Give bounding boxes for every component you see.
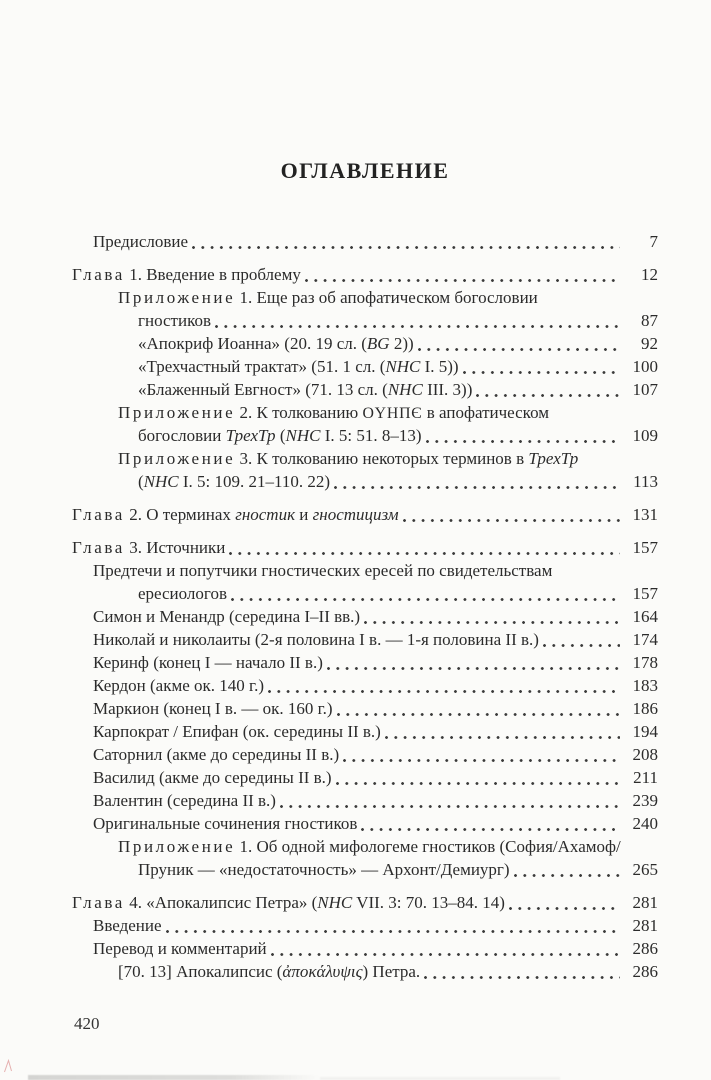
toc-page-number: 174 (632, 630, 658, 649)
toc-page-number: 157 (632, 584, 658, 603)
page-title: ОГЛАВЛЕНИЕ (280, 158, 450, 183)
toc-entry (72, 401, 658, 424)
toc-page-number: 107 (632, 380, 658, 399)
toc-page-number: 12 (641, 265, 658, 284)
toc-entry-text: Карпократ / Епифан (ок. середины II в.) (93, 722, 381, 741)
dot-leader (539, 628, 625, 651)
toc-entry (72, 263, 658, 286)
dot-leader (276, 789, 625, 812)
dot-leader (399, 503, 625, 526)
toc-entry (72, 651, 658, 674)
dot-leader (227, 582, 625, 605)
dot-leader (162, 914, 625, 937)
toc-page-number: 239 (632, 791, 658, 810)
toc-page-number: 87 (641, 311, 658, 330)
toc-page-number: 131 (632, 505, 658, 524)
toc-entry (72, 628, 658, 651)
dot-leader (422, 424, 626, 447)
toc-entry (72, 536, 658, 559)
toc-entry-text: Маркион (конец I в. — ок. 160 г.) (93, 699, 333, 718)
toc-entry (72, 674, 658, 697)
toc-entry-text: Глава 4. «Апокалипсис Петра» (NHC VII. 3: 70. 13–84. 14) (72, 893, 505, 912)
toc-entry (72, 891, 658, 914)
dot-leader (420, 960, 625, 983)
toc-page-number: 164 (632, 607, 658, 626)
dot-leader (330, 470, 625, 493)
table-of-contents (72, 230, 658, 983)
toc-entry-text: Приложение 1. Об одной мифологеме гностиков (София/Ахамоф/ (118, 837, 621, 856)
dot-leader (414, 332, 625, 355)
toc-page-number: 211 (633, 768, 658, 787)
toc-page-number: 286 (632, 962, 658, 981)
toc-entry (72, 720, 658, 743)
toc-page-number: 183 (632, 676, 658, 695)
dot-leader (505, 891, 625, 914)
dot-leader (333, 697, 625, 720)
toc-entry (72, 937, 658, 960)
toc-entry (72, 605, 658, 628)
dot-leader (510, 858, 625, 881)
toc-entry (72, 960, 658, 983)
toc-page-number: 208 (632, 745, 658, 764)
toc-entry (72, 424, 658, 447)
toc-entry (72, 812, 658, 835)
toc-entry-text: «Апокриф Иоанна» (20. 19 сл. (BG 2)) (138, 334, 414, 353)
toc-page-number: 7 (649, 232, 658, 251)
toc-entry-text: Перевод и комментарий (93, 939, 267, 958)
toc-entry (72, 332, 658, 355)
toc-entry (72, 858, 658, 881)
toc-entry-text: Кердон (акме ок. 140 г.) (93, 676, 265, 695)
dot-leader (339, 743, 625, 766)
dot-leader (225, 536, 625, 559)
dot-leader (360, 605, 625, 628)
toc-entry-text: Приложение 1. Еще раз об апофатическом богословии (118, 288, 538, 307)
toc-entry-text: Глава 1. Введение в проблему (72, 265, 301, 284)
dot-leader (381, 720, 625, 743)
dot-leader (332, 766, 625, 789)
toc-entry (72, 582, 658, 605)
toc-entry-text: Глава 3. Источники (72, 538, 226, 557)
toc-entry-text: Саторнил (акме до середины II в.) (93, 745, 340, 764)
dot-leader (301, 263, 625, 286)
toc-entry (72, 697, 658, 720)
toc-page-number: 109 (632, 426, 658, 445)
toc-entry-text: Валентин (середина II в.) (93, 791, 276, 810)
toc-entry (72, 766, 658, 789)
toc-entry (72, 559, 658, 582)
scan-artifact-red-mark (3, 1059, 14, 1073)
toc-entry-text: Пруник — «недостаточность» — Архонт/Демиург) (138, 860, 510, 879)
toc-page-number: 92 (641, 334, 658, 353)
toc-entry-text: Керинф (конец I — начало II в.) (93, 653, 323, 672)
toc-page-number: 194 (632, 722, 658, 741)
toc-entry-text: Введение (93, 916, 162, 935)
footer-page-number: 420 (74, 1014, 100, 1033)
toc-entry-text: «Трехчастный трактат» (51. 1 сл. (NHC I. 5)) (138, 357, 459, 376)
toc-entry-text: гностиков (138, 311, 211, 330)
toc-entry-text: Приложение 2. К толкованию ОҮНПЄ в апофатическом (118, 403, 550, 422)
toc-page-number: 113 (633, 472, 658, 491)
toc-entry (72, 309, 658, 332)
toc-entry (72, 230, 658, 253)
toc-entry (72, 743, 658, 766)
toc-entry-text: [70. 13] Апокалипсис (ἀποκάλυψις) Петра. (118, 962, 421, 981)
toc-entry-text: богословии ТрехТр (NHC I. 5: 51. 8–13) (138, 426, 422, 445)
toc-entry (72, 914, 658, 937)
dot-leader (188, 230, 625, 253)
toc-entry (72, 355, 658, 378)
toc-entry (72, 789, 658, 812)
toc-page-number: 186 (632, 699, 658, 718)
dot-leader (267, 937, 625, 960)
toc-entry (72, 378, 658, 401)
toc-entry-text: Симон и Менандр (середина I–II вв.) (93, 607, 361, 626)
toc-entry-text: Николай и николаиты (2-я половина I в. — 1-я половина II в.) (93, 630, 539, 649)
toc-page-number: 281 (632, 893, 658, 912)
toc-page-number: 286 (632, 939, 658, 958)
dot-leader (264, 674, 625, 697)
toc-entry-text: Предисловие (93, 232, 189, 251)
dot-leader (357, 812, 625, 835)
dot-leader (472, 378, 625, 401)
toc-entry (72, 503, 658, 526)
toc-entry-text: Василид (акме до середины II в.) (93, 768, 332, 787)
toc-entry-text: Оригинальные сочинения гностиков (93, 814, 358, 833)
toc-entry-text: «Блаженный Евгност» (71. 13 сл. (NHC III. 3)) (138, 380, 473, 399)
toc-page-number: 240 (632, 814, 658, 833)
toc-entry-text: (NHC I. 5: 109. 21–110. 22) (138, 472, 331, 491)
toc-entry-text: Приложение 3. К толкованию некоторых терминов в ТрехТр (118, 449, 579, 468)
toc-entry-text: Глава 2. О терминах гностик и гностицизм (72, 505, 399, 524)
toc-page-number: 178 (632, 653, 658, 672)
toc-entry (72, 286, 658, 309)
toc-entry-text: Предтечи и попутчики гностических ересей по свидетельствам (93, 561, 553, 580)
toc-entry (72, 835, 658, 858)
scan-artifact-bottom-strip (28, 1075, 320, 1080)
dot-leader (323, 651, 625, 674)
toc-entry-text: ересиологов (138, 584, 227, 603)
dot-leader (459, 355, 625, 378)
toc-entry (72, 470, 658, 493)
toc-page-number: 281 (632, 916, 658, 935)
toc-page-number: 157 (632, 538, 658, 557)
toc-page-number: 265 (632, 860, 658, 879)
dot-leader (211, 309, 625, 332)
toc-entry (72, 447, 658, 470)
toc-page-number: 100 (632, 357, 658, 376)
